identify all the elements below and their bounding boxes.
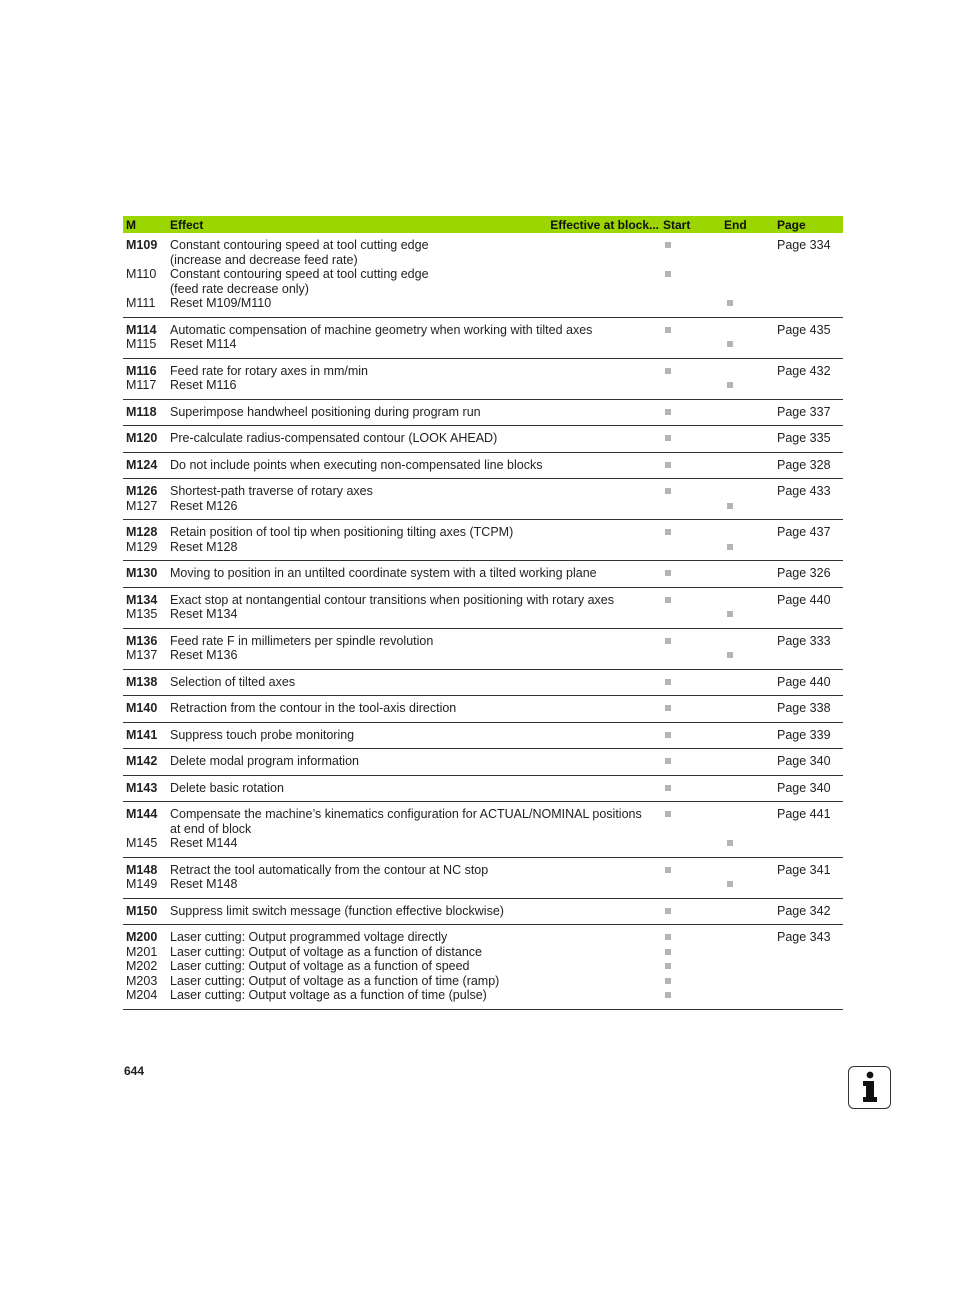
effect-text: Suppress touch probe monitoring [170, 727, 355, 742]
effect-text: Superimpose handwheel positioning during program run [170, 404, 481, 419]
end-cell [720, 945, 777, 960]
info-glyph [849, 1067, 889, 1107]
page-reference: Page 342 [777, 903, 831, 918]
start-cell [659, 566, 720, 581]
end-cell [720, 607, 777, 622]
end-marker-icon [727, 881, 733, 887]
table-row [123, 431, 843, 446]
page-reference: Page 440 [777, 592, 831, 607]
effect-text: Shortest-path traverse of rotary axes [170, 484, 373, 498]
end-marker-icon [727, 611, 733, 617]
table-group [123, 802, 843, 858]
page-reference: Page 338 [777, 701, 831, 715]
page-reference: Page 340 [777, 780, 831, 795]
page-reference [777, 253, 843, 268]
effect-text: Retract the tool automatically from the contour at NC stop [170, 862, 489, 877]
page-reference: Page 340 [777, 754, 831, 768]
effect-text: Delete modal program information [170, 754, 359, 768]
page-reference: Page 326 [777, 566, 831, 580]
start-cell [659, 525, 720, 540]
effect-text: Retraction from the contour in the tool-axis direction [170, 701, 457, 715]
table-row [123, 945, 843, 960]
table-row [123, 378, 843, 393]
m-code: M144 [126, 807, 158, 821]
start-cell [659, 634, 720, 649]
m-code: M145 [126, 836, 158, 850]
m-code: M204 [126, 988, 158, 1002]
page-reference: Page 335 [777, 431, 831, 445]
start-marker-icon [665, 732, 671, 738]
page-reference [777, 988, 843, 1003]
end-cell [720, 296, 777, 311]
start-marker-icon [665, 963, 671, 969]
end-cell [720, 405, 777, 420]
start-marker-icon [665, 327, 671, 333]
page-reference: Page 341 [777, 862, 831, 877]
table-row [123, 267, 843, 282]
m-code [123, 253, 170, 268]
page-reference [777, 378, 843, 393]
page-reference: Page 343 [777, 930, 831, 944]
start-marker-icon [665, 867, 671, 873]
m-code: M149 [126, 877, 158, 891]
start-marker-icon [665, 462, 671, 468]
m-code: M140 [126, 701, 158, 715]
table-row [123, 253, 843, 268]
table-group [123, 561, 843, 588]
end-cell [720, 807, 777, 822]
start-marker-icon [665, 705, 671, 711]
effect-text: Delete basic rotation [170, 780, 284, 795]
table-row [123, 675, 843, 690]
m-code: M114 [126, 322, 157, 337]
start-cell [659, 781, 720, 796]
m-code: M120 [126, 431, 158, 445]
end-cell [720, 863, 777, 878]
effect-text: Reset M114 [170, 337, 237, 351]
start-cell [659, 930, 720, 945]
table-row [123, 405, 843, 420]
table-row [123, 877, 843, 892]
effect-text: Constant contouring speed at tool cutting edge [170, 267, 429, 281]
header-start: Start [663, 217, 691, 232]
page-reference: Page 339 [777, 727, 831, 742]
start-cell [659, 253, 720, 268]
effect-text: Reset M148 [170, 877, 238, 891]
start-cell [659, 593, 720, 608]
m-code: M142 [126, 754, 158, 768]
effect-text: Reset M144 [170, 836, 238, 850]
table-row [123, 863, 843, 878]
start-marker-icon [665, 435, 671, 441]
start-cell [659, 863, 720, 878]
effect-text: Laser cutting: Output programmed voltage directly [170, 930, 448, 944]
table-group [123, 453, 843, 480]
table-row [123, 836, 843, 851]
end-cell [720, 648, 777, 663]
effect-text: (increase and decrease feed rate) [170, 252, 358, 267]
start-marker-icon [665, 597, 671, 603]
m-code: M135 [126, 607, 158, 621]
table-row [123, 484, 843, 499]
table-group [123, 696, 843, 723]
start-marker-icon [665, 488, 671, 494]
page-reference: Page 334 [777, 238, 831, 252]
effect-text: Reset M126 [170, 498, 238, 513]
table-row [123, 323, 843, 338]
start-cell [659, 822, 720, 837]
start-marker-icon [665, 368, 671, 374]
start-cell [659, 499, 720, 514]
table-group [123, 359, 843, 400]
m-code: M109 [126, 238, 158, 252]
end-marker-icon [727, 503, 733, 509]
m-code: M110 [126, 267, 157, 281]
start-cell [659, 877, 720, 892]
table-group [123, 749, 843, 776]
end-cell [720, 675, 777, 690]
table-group [123, 400, 843, 427]
start-marker-icon [665, 570, 671, 576]
start-cell [659, 282, 720, 297]
header-effective-at-block: Effective at block... [550, 217, 659, 232]
end-cell [720, 822, 777, 837]
page-reference: Page 433 [777, 484, 831, 498]
table-row [123, 701, 843, 716]
effect-text: Compensate the machine’s kinematics configuration for ACTUAL/NOMINAL positions [170, 807, 642, 821]
start-marker-icon [665, 992, 671, 998]
start-cell [659, 296, 720, 311]
page-reference [777, 337, 843, 352]
table-row [123, 364, 843, 379]
start-marker-icon [665, 908, 671, 914]
start-cell [659, 431, 720, 446]
page-reference: Page 440 [777, 674, 831, 689]
page-reference: Page 432 [777, 363, 831, 378]
m-code: M111 [126, 296, 156, 310]
end-cell [720, 836, 777, 851]
m-code: M124 [126, 457, 158, 472]
start-cell [659, 364, 720, 379]
header-m: M [126, 217, 136, 232]
effect-text: Feed rate F in millimeters per spindle revolution [170, 633, 434, 648]
page-number: 644 [124, 1064, 145, 1078]
header-end: End [724, 217, 747, 232]
start-cell [659, 701, 720, 716]
end-cell [720, 988, 777, 1003]
m-code: M143 [126, 780, 158, 795]
start-cell [659, 754, 720, 769]
start-marker-icon [665, 978, 671, 984]
table-row [123, 974, 843, 989]
m-code: M116 [126, 363, 157, 378]
page-reference [777, 822, 843, 837]
start-marker-icon [665, 934, 671, 940]
start-cell [659, 974, 720, 989]
start-cell [659, 337, 720, 352]
m-code: M128 [126, 525, 158, 539]
start-cell [659, 323, 720, 338]
start-marker-icon [665, 811, 671, 817]
table-row [123, 959, 843, 974]
start-cell [659, 267, 720, 282]
start-cell [659, 836, 720, 851]
end-cell [720, 959, 777, 974]
table-row [123, 458, 843, 473]
table-row [123, 930, 843, 945]
effect-text: Reset M136 [170, 648, 238, 662]
page-reference [777, 296, 843, 311]
start-cell [659, 904, 720, 919]
end-marker-icon [727, 840, 733, 846]
m-code: M148 [126, 862, 158, 877]
table-row [123, 593, 843, 608]
start-cell [659, 484, 720, 499]
m-code: M130 [126, 566, 158, 580]
end-cell [720, 781, 777, 796]
start-marker-icon [665, 529, 671, 535]
table-group [123, 318, 843, 359]
m-code: M201 [126, 944, 158, 959]
end-cell [720, 378, 777, 393]
table-row [123, 988, 843, 1003]
effect-text: Laser cutting: Output of voltage as a function of speed [170, 959, 470, 973]
table-row [123, 566, 843, 581]
table-row [123, 238, 843, 253]
end-cell [720, 499, 777, 514]
table-group [123, 233, 843, 318]
m-code: M129 [126, 539, 158, 554]
effect-text: Reset M109/M110 [170, 296, 272, 310]
end-cell [720, 431, 777, 446]
table-group [123, 629, 843, 670]
page-reference [777, 648, 843, 663]
start-cell [659, 540, 720, 555]
table-group [123, 723, 843, 750]
table-row [123, 904, 843, 919]
m-function-table [123, 216, 843, 1010]
end-cell [720, 904, 777, 919]
effect-text: Laser cutting: Output of voltage as a function of distance [170, 944, 482, 959]
effect-text: Retain position of tool tip when positioning tilting axes (TCPM) [170, 525, 514, 539]
end-cell [720, 267, 777, 282]
m-code: M141 [126, 727, 158, 742]
start-cell [659, 607, 720, 622]
table-row [123, 607, 843, 622]
end-cell [720, 323, 777, 338]
table-row [123, 634, 843, 649]
end-marker-icon [727, 341, 733, 347]
m-code: M150 [126, 903, 158, 918]
page-reference [777, 836, 843, 851]
start-marker-icon [665, 758, 671, 764]
page-reference: Page 337 [777, 404, 831, 419]
table-group [123, 925, 843, 1010]
start-cell [659, 959, 720, 974]
page-reference: Page 441 [777, 807, 831, 821]
start-cell [659, 807, 720, 822]
effect-text: Reset M116 [170, 378, 237, 392]
end-marker-icon [727, 382, 733, 388]
effect-text: Do not include points when executing non-compensated line blocks [170, 457, 543, 472]
end-cell [720, 484, 777, 499]
end-cell [720, 566, 777, 581]
table-row [123, 822, 843, 837]
start-marker-icon [665, 949, 671, 955]
start-marker-icon [665, 271, 671, 277]
effect-text: Constant contouring speed at tool cutting edge [170, 238, 429, 252]
table-row [123, 282, 843, 297]
page-reference [777, 877, 843, 892]
page-reference [777, 945, 843, 960]
start-marker-icon [665, 679, 671, 685]
end-cell [720, 540, 777, 555]
end-marker-icon [727, 652, 733, 658]
m-code: M117 [126, 378, 157, 392]
table-group [123, 899, 843, 926]
end-cell [720, 593, 777, 608]
start-cell [659, 238, 720, 253]
m-code: M126 [126, 484, 158, 498]
table-row [123, 525, 843, 540]
end-cell [720, 282, 777, 297]
start-cell [659, 458, 720, 473]
table-group [123, 776, 843, 803]
start-marker-icon [665, 409, 671, 415]
end-cell [720, 525, 777, 540]
page-reference: Page 437 [777, 525, 831, 539]
m-code: M138 [126, 674, 158, 689]
end-cell [720, 930, 777, 945]
m-code: M134 [126, 592, 158, 607]
m-code: M200 [126, 930, 158, 944]
effect-text: Reset M134 [170, 607, 238, 621]
effect-text: Feed rate for rotary axes in mm/min [170, 363, 368, 378]
effect-text: Automatic compensation of machine geometry when working with tilted axes [170, 322, 593, 337]
m-code [123, 282, 170, 297]
page-reference [777, 607, 843, 622]
page-reference: Page 328 [777, 457, 831, 472]
effect-text: Exact stop at nontangential contour transitions when positioning with rotary axes [170, 592, 615, 607]
start-marker-icon [665, 638, 671, 644]
table-group [123, 858, 843, 899]
end-cell [720, 754, 777, 769]
effect-text: at end of block [170, 821, 252, 836]
start-cell [659, 945, 720, 960]
m-code: M118 [126, 404, 157, 419]
table-group [123, 670, 843, 697]
m-code: M202 [126, 959, 158, 973]
effect-text: Moving to position in an untilted coordinate system with a tilted working plane [170, 566, 597, 580]
m-code: M127 [126, 498, 158, 513]
end-cell [720, 337, 777, 352]
page-reference [777, 499, 843, 514]
start-cell [659, 675, 720, 690]
m-code [123, 822, 170, 837]
start-cell [659, 728, 720, 743]
table-group [123, 588, 843, 629]
effect-text: Laser cutting: Output voltage as a function of time (pulse) [170, 988, 487, 1002]
end-cell [720, 701, 777, 716]
effect-text: Pre-calculate radius-compensated contour (LOOK AHEAD) [170, 431, 498, 445]
start-cell [659, 378, 720, 393]
start-cell [659, 648, 720, 663]
page-reference [777, 267, 843, 282]
page-reference: Page 333 [777, 633, 831, 648]
table-row [123, 296, 843, 311]
page-reference [777, 540, 843, 555]
table-row [123, 754, 843, 769]
effect-text: Reset M128 [170, 539, 238, 554]
end-marker-icon [727, 544, 733, 550]
m-code: M136 [126, 633, 158, 648]
table-row [123, 728, 843, 743]
end-cell [720, 974, 777, 989]
end-cell [720, 728, 777, 743]
table-row [123, 648, 843, 663]
page-reference [777, 974, 843, 989]
table-row [123, 807, 843, 822]
end-cell [720, 238, 777, 253]
end-cell [720, 634, 777, 649]
start-marker-icon [665, 785, 671, 791]
m-code: M115 [126, 337, 157, 351]
end-marker-icon [727, 300, 733, 306]
m-code: M137 [126, 648, 158, 662]
effect-text: Laser cutting: Output of voltage as a function of time (ramp) [170, 973, 500, 988]
header-effect: Effect [170, 217, 204, 232]
page-reference [777, 282, 843, 297]
table-group [123, 426, 843, 453]
end-cell [720, 253, 777, 268]
m-code: M203 [126, 973, 158, 988]
page-reference [777, 959, 843, 974]
page-reference: Page 435 [777, 322, 831, 337]
effect-text: Selection of tilted axes [170, 674, 296, 689]
start-cell [659, 988, 720, 1003]
table-row [123, 781, 843, 796]
effect-text: Suppress limit switch message (function effective blockwise) [170, 903, 504, 918]
info-icon [848, 1066, 891, 1109]
table-group [123, 479, 843, 520]
effect-text: (feed rate decrease only) [170, 281, 309, 296]
table-row [123, 540, 843, 555]
end-cell [720, 364, 777, 379]
table-row [123, 499, 843, 514]
table-row [123, 337, 843, 352]
end-cell [720, 458, 777, 473]
table-group [123, 520, 843, 561]
start-cell [659, 405, 720, 420]
table-header [123, 216, 843, 233]
end-cell [720, 877, 777, 892]
header-page: Page [777, 217, 806, 232]
start-marker-icon [665, 242, 671, 248]
table-body [123, 233, 843, 1010]
